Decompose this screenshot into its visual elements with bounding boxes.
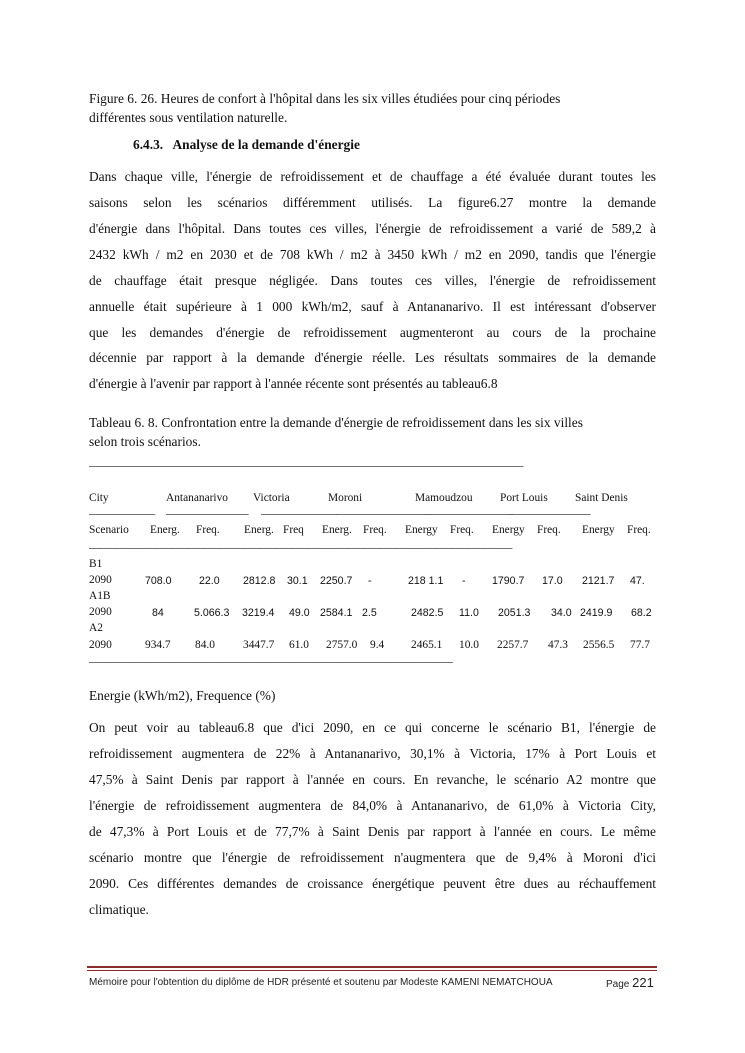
scenario-name: B1 xyxy=(89,558,103,570)
paragraph-line: que les demandes d'énergie de refroidissement augmenteront au cours de la prochaine xyxy=(89,325,656,340)
city-header: Mamoudzou xyxy=(415,492,473,504)
table-cell: 2812.8 xyxy=(243,575,276,587)
table-cell: 22.0 xyxy=(199,575,220,587)
paragraph-line: Dans chaque ville, l'énergie de refroidissement et de chauffage a été évaluée durant toutes les xyxy=(89,169,656,184)
column-header: Energ. xyxy=(150,524,180,536)
page-number xyxy=(606,975,654,990)
table-note: Energie (kWh/m2), Frequence (%) xyxy=(89,688,276,703)
table-cell: 61.0 xyxy=(289,639,309,651)
column-header: Freq. xyxy=(363,524,387,536)
column-header: Freq. xyxy=(537,524,561,536)
table-cell: 34.0 xyxy=(551,607,572,619)
paragraph-line: refroidissement augmentera de 22% à Antananarivo, 30,1% à Victoria, 17% à Port Louis et xyxy=(89,746,656,761)
column-header: Energy xyxy=(405,524,438,536)
scenario-name: A1B xyxy=(89,590,111,602)
paragraph-line: d'énergie à l'avenir par rapport à l'année récente sont présentés au tableau6.8 xyxy=(89,376,498,391)
city-underline: _______________ xyxy=(166,504,249,516)
table-cell: 68.2 xyxy=(631,607,652,619)
table-caption-line: selon trois scénarios. xyxy=(89,434,201,449)
city-underline: _________________ xyxy=(336,504,430,516)
table-cell: 30.1 xyxy=(287,575,308,587)
city-header: Antananarivo xyxy=(166,492,228,504)
table-top-rule: _______________________________________________________________________________ xyxy=(89,456,524,468)
table-cell: 708.0 xyxy=(145,575,172,587)
city-underline: _______________ xyxy=(508,504,591,516)
city-header: Saint Denis xyxy=(575,492,628,504)
table-cell: 5.066.3 xyxy=(194,607,230,619)
table-cell: 10.0 xyxy=(459,639,479,651)
table-cell: 2556.5 xyxy=(583,639,615,651)
table-mid-rule: _____________________________________________________________________________ xyxy=(89,538,513,550)
table-cell: - xyxy=(462,575,466,587)
footer-rule xyxy=(87,966,657,968)
row-year: 2090 xyxy=(89,606,112,618)
table-cell: 49.0 xyxy=(289,607,310,619)
figure-caption-line: Figure 6. 26. Heures de confort à l'hôpital dans les six villes étudiées pour cinq périodes xyxy=(89,91,561,106)
table-cell: - xyxy=(368,575,372,587)
paragraph-line: 2432 kWh / m2 en 2030 et de 708 kWh / m2 à 3450 kWh / m2 en 2090, tandis que l'énergie xyxy=(89,247,656,262)
table-bottom-rule: _________________________________________________________________ xyxy=(89,652,453,664)
figure-caption-line: différentes sous ventilation naturelle. xyxy=(89,110,288,125)
paragraph-line: de 47,3% à Port Louis et de 77,7% à Saint Denis par rapport à l'année en cours. Le même xyxy=(89,824,656,839)
table-cell: 47. xyxy=(630,575,645,587)
table-cell: 2465.1 xyxy=(411,639,443,651)
table-cell: 2257.7 xyxy=(497,639,529,651)
table-cell: 2482.5 xyxy=(411,607,444,619)
section-title: Analyse de la demande d'énergie xyxy=(172,137,360,152)
city-underline: ____________ xyxy=(89,504,155,516)
column-header: Freq xyxy=(283,524,304,536)
table-cell: 84 xyxy=(152,607,164,619)
paragraph-line: décennie par rapport à la demande d'énergie réelle. Les résultats sommaires de la demande xyxy=(89,350,656,365)
table-cell: 2419.9 xyxy=(580,607,613,619)
paragraph-line: l'énergie de refroidissement augmentera de 84,0% à Antananarivo, de 61,0% à Victoria City, xyxy=(89,798,656,813)
paragraph-line: On peut voir au tableau6.8 que d'ici 2090, en ce qui concerne le scénario B1, l'énergie de xyxy=(89,720,656,735)
column-header: Energy xyxy=(582,524,615,536)
table-cell: 84.0 xyxy=(195,639,215,651)
table-cell: 934.7 xyxy=(145,639,171,651)
scenario-name: A2 xyxy=(89,622,103,634)
city-header: Victoria xyxy=(253,492,290,504)
table-cell: 3219.4 xyxy=(242,607,275,619)
footer-rule xyxy=(87,970,657,971)
column-header: Freq. xyxy=(627,524,651,536)
column-header: Energy xyxy=(492,524,525,536)
city-header: Port Louis xyxy=(500,492,548,504)
column-header: Energ. xyxy=(322,524,352,536)
table-cell: 47.3 xyxy=(548,639,568,651)
row-year: 2090 xyxy=(89,574,112,586)
table-cell: 3447.7 xyxy=(243,639,275,651)
table-cell: 11.0 xyxy=(459,607,479,619)
table-cell: 1790.7 xyxy=(492,575,525,587)
section-heading xyxy=(133,137,360,153)
page-label: Page xyxy=(606,979,630,990)
paragraph-line: de chauffage était presque négligée. Dans toutes ces villes, l'énergie de refroidissement xyxy=(89,273,656,288)
paragraph-line: scénario montre que l'énergie de refroidissement n'augmentera que de 9,4% à Moroni d'ici xyxy=(89,850,656,865)
city-underline: ________________ xyxy=(425,504,513,516)
table-cell: 77.7 xyxy=(630,639,650,651)
column-header: Energ. xyxy=(244,524,274,536)
table-cell: 17.0 xyxy=(542,575,563,587)
table-cell: 2121.7 xyxy=(582,575,615,587)
paragraph-line: saisons selon les scénarios différemment utilisés. La figure6.27 montre la demande xyxy=(89,195,656,210)
page-number-value: 221 xyxy=(632,975,654,990)
city-label: City xyxy=(89,492,109,504)
column-header: Freq. xyxy=(196,524,220,536)
column-header: Freq. xyxy=(450,524,474,536)
table-cell: 2584.1 xyxy=(320,607,353,619)
table-cell: 9.4 xyxy=(370,639,385,651)
table-cell: 2757.0 xyxy=(326,639,358,651)
paragraph-line: 47,5% à Saint Denis par rapport à l'année en cours. En revanche, le scénario A2 montre que xyxy=(89,772,656,787)
table-cell: 2.5 xyxy=(362,607,377,619)
city-header: Moroni xyxy=(328,492,363,504)
table-caption-line: Tableau 6. 8. Confrontation entre la demande d'énergie de refroidissement dans les six villes xyxy=(89,415,583,430)
table-cell: 2051.3 xyxy=(498,607,531,619)
paragraph-line: 2090. Ces différentes demandes de croissance énergétique peuvent être dues au réchauffement xyxy=(89,876,656,891)
city-underline: ______________ xyxy=(261,504,338,516)
row-year: 2090 xyxy=(89,639,112,651)
table-cell: 2250.7 xyxy=(320,575,353,587)
paragraph-line: d'énergie dans l'hôpital. Dans toutes ces villes, l'énergie de refroidissement a varié de 589,2 à xyxy=(89,221,656,236)
paragraph-line: annuelle était supérieure à 1 000 kWh/m2, sauf à Antananarivo. Il est intéressant d'observer xyxy=(89,299,656,314)
paragraph-line: climatique. xyxy=(89,902,149,917)
footer-text: Mémoire pour l'obtention du diplôme de HDR présenté et soutenu par Modeste KAMENI NEMATCHOUA xyxy=(89,977,553,988)
scenario-label: Scenario xyxy=(89,524,129,536)
table-cell: 218 1.1 xyxy=(408,575,444,587)
section-number: 6.4.3. xyxy=(133,137,164,152)
